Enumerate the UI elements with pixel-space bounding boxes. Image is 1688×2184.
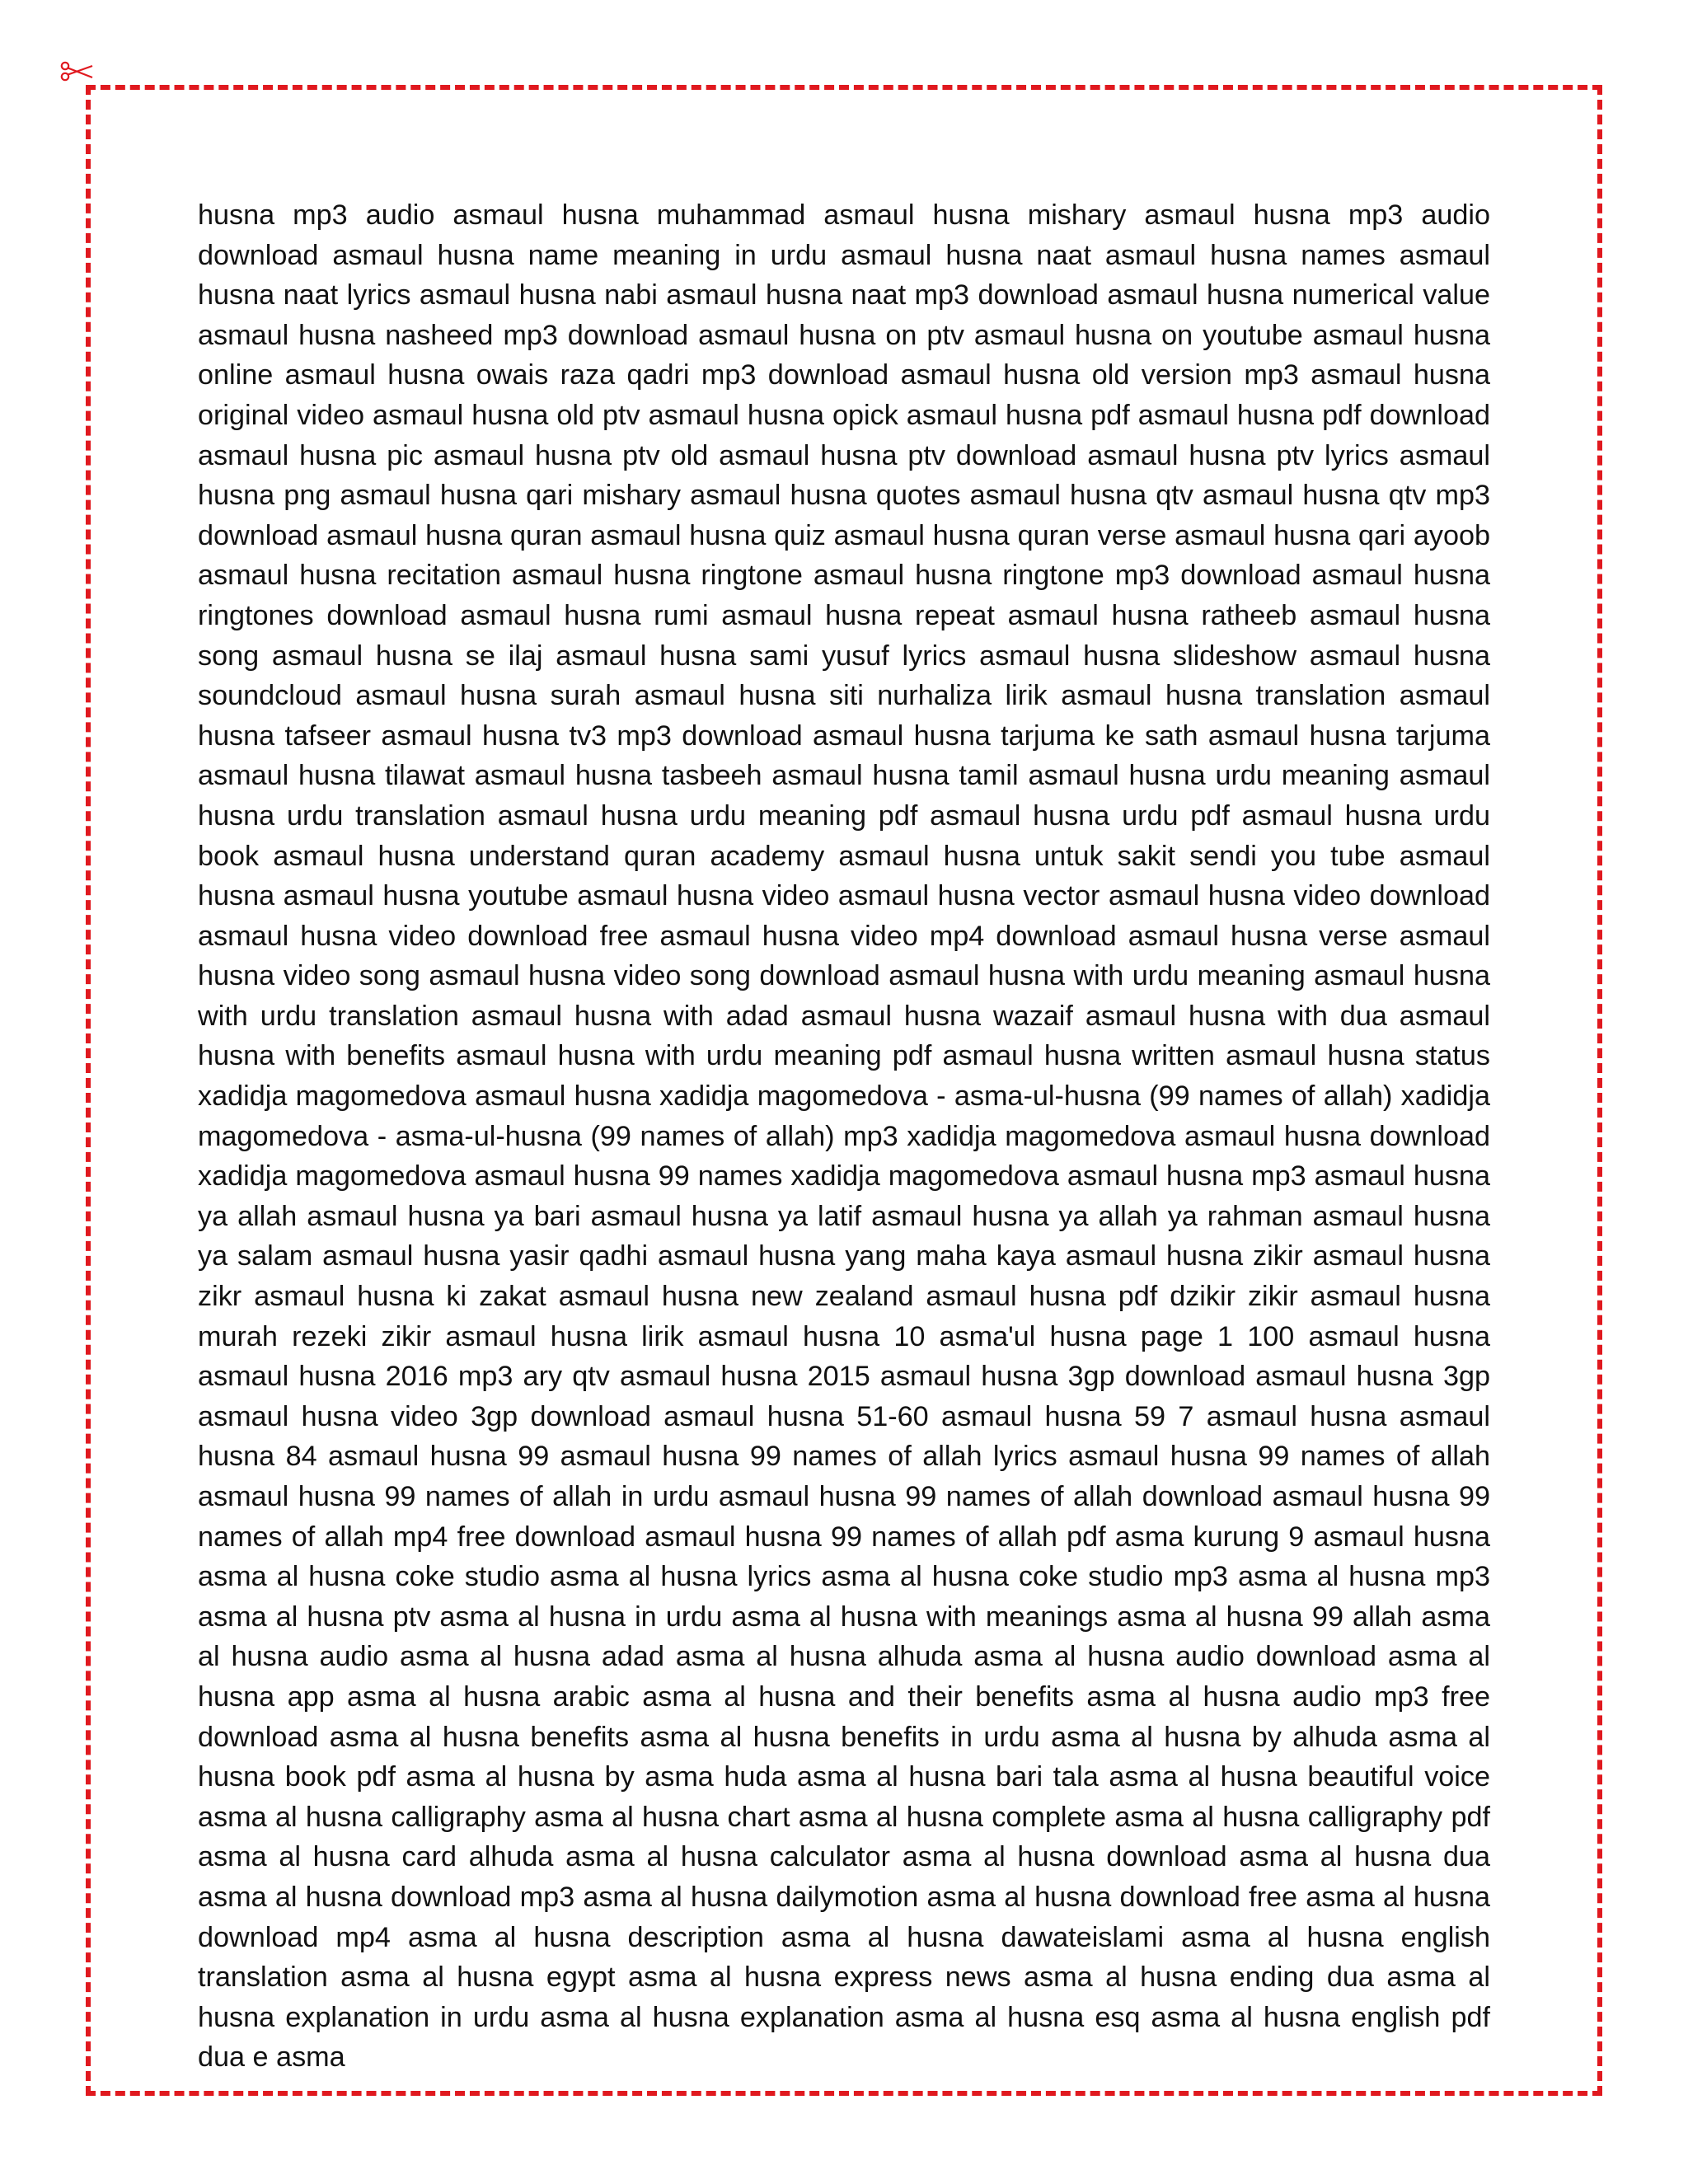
- body-text: husna mp3 audio asmaul husna muhammad asmaul husna mishary asmaul husna mp3 audio download asmaul husna name meaning in urdu asmaul husna naat asmaul husna names asmaul husna naat lyrics asmaul husna nabi asmaul husna naat mp3 download asmaul husna numerical value asmaul husna nasheed mp3 download asmaul husna on ptv asmaul husna on youtube asmaul husna online asmaul husna owais raza qadri mp3 download asmaul husna old version mp3 asmaul husna original video asmaul husna old ptv asmaul husna opick asmaul husna pdf asmaul husna pdf download asmaul husna pic asmaul husna ptv old asmaul husna ptv download asmaul husna ptv lyrics asmaul husna png asmaul husna qari mishary asmaul husna quotes asmaul husna qtv asmaul husna qtv mp3 download asmaul husna quran asmaul husna quiz asmaul husna quran verse asmaul husna qari ayoob asmaul husna recitation asmaul husna ringtone asmaul husna ringtone mp3 download asmaul husna ringtones download asmaul husna rumi asmaul husna repeat asmaul husna ratheeb asmaul husna song asmaul husna se ilaj asmaul husna sami yusuf lyrics asmaul husna slideshow asmaul husna soundcloud asmaul husna surah asmaul husna siti nurhaliza lirik asmaul husna translation asmaul husna tafseer asmaul husna tv3 mp3 download asmaul husna tarjuma ke sath asmaul husna tarjuma asmaul husna tilawat asmaul husna tasbeeh asmaul husna tamil asmaul husna urdu meaning asmaul husna urdu translation asmaul husna urdu meaning pdf asmaul husna urdu pdf asmaul husna urdu book asmaul husna understand quran academy asmaul husna untuk sakit sendi you tube asmaul husna asmaul husna youtube asmaul husna video asmaul husna vector asmaul husna video download asmaul husna video download free asmaul husna video mp4 download asmaul husna verse asmaul husna video song asmaul husna video song download asmaul husna with urdu meaning asmaul husna with urdu translation asmaul husna with adad asmaul husna wazaif asmaul husna with dua asmaul husna with benefits asmaul husna with urdu meaning pdf asmaul husna written asmaul husna status xadidja magomedova asmaul husna xadidja magomedova - asma-ul-husna (99 names of allah) xadidja magomedova - asma-ul-husna (99 names of allah) mp3 xadidja magomedova asmaul husna download xadidja magomedova asmaul husna 99 names xadidja magomedova asmaul husna mp3 asmaul husna ya allah asmaul husna ya bari asmaul husna ya latif asmaul husna ya allah ya rahman asmaul husna ya salam asmaul husna yasir qadhi asmaul husna yang maha kaya asmaul husna zikir asmaul husna zikr asmaul husna ki zakat asmaul husna new zealand asmaul husna pdf dzikir zikir asmaul husna murah rezeki zikir asmaul husna lirik asmaul husna 10 asma'ul husna page 1 100 asmaul husna asmaul husna 2016 mp3 ary qtv asmaul husna 2015 asmaul husna 3gp download asmaul husna 3gp asmaul husna video 3gp download asmaul husna 51-60 asmaul husna 59 7 asmaul husna asmaul husna 84 asmaul husna 99 asmaul husna 99 names of allah lyrics asmaul husna 99 names of allah asmaul husna 99 names of allah in urdu asmaul husna 99 names of allah download asmaul husna 99 names of allah mp4 free download asmaul husna 99 names of allah pdf asma kurung 9 asmaul husna asma al husna coke studio asma al husna lyrics asma al husna coke studio mp3 asma al husna mp3 asma al husna ptv asma al husna in urdu asma al husna with meanings asma al husna 99 allah asma al husna audio asma al husna adad asma al husna alhuda asma al husna audio download asma al husna app asma al husna arabic asma al husna and their benefits asma al husna audio mp3 free download asma al husna benefits asma al husna benefits in urdu asma al husna by alhuda asma al husna book pdf asma al husna by asma huda asma al husna bari tala asma al husna beautiful voice asma al husna calligraphy asma al husna chart asma al husna complete asma al husna calligraphy pdf asma al husna card alhuda asma al husna calculator asma al husna download asma al husna dua asma al husna download mp3 asma al husna dailymotion asma al husna download free asma al husna download mp4 asma al husna description asma al husna dawateislami asma al husna english translation asma al husna egypt asma al husna express news asma al husna ending dua asma al husna explanation in urdu asma al husna explanation asma al husna esq asma al husna english pdf dua e asma: [198, 199, 1490, 2074]
- scissors-icon: [59, 61, 96, 82]
